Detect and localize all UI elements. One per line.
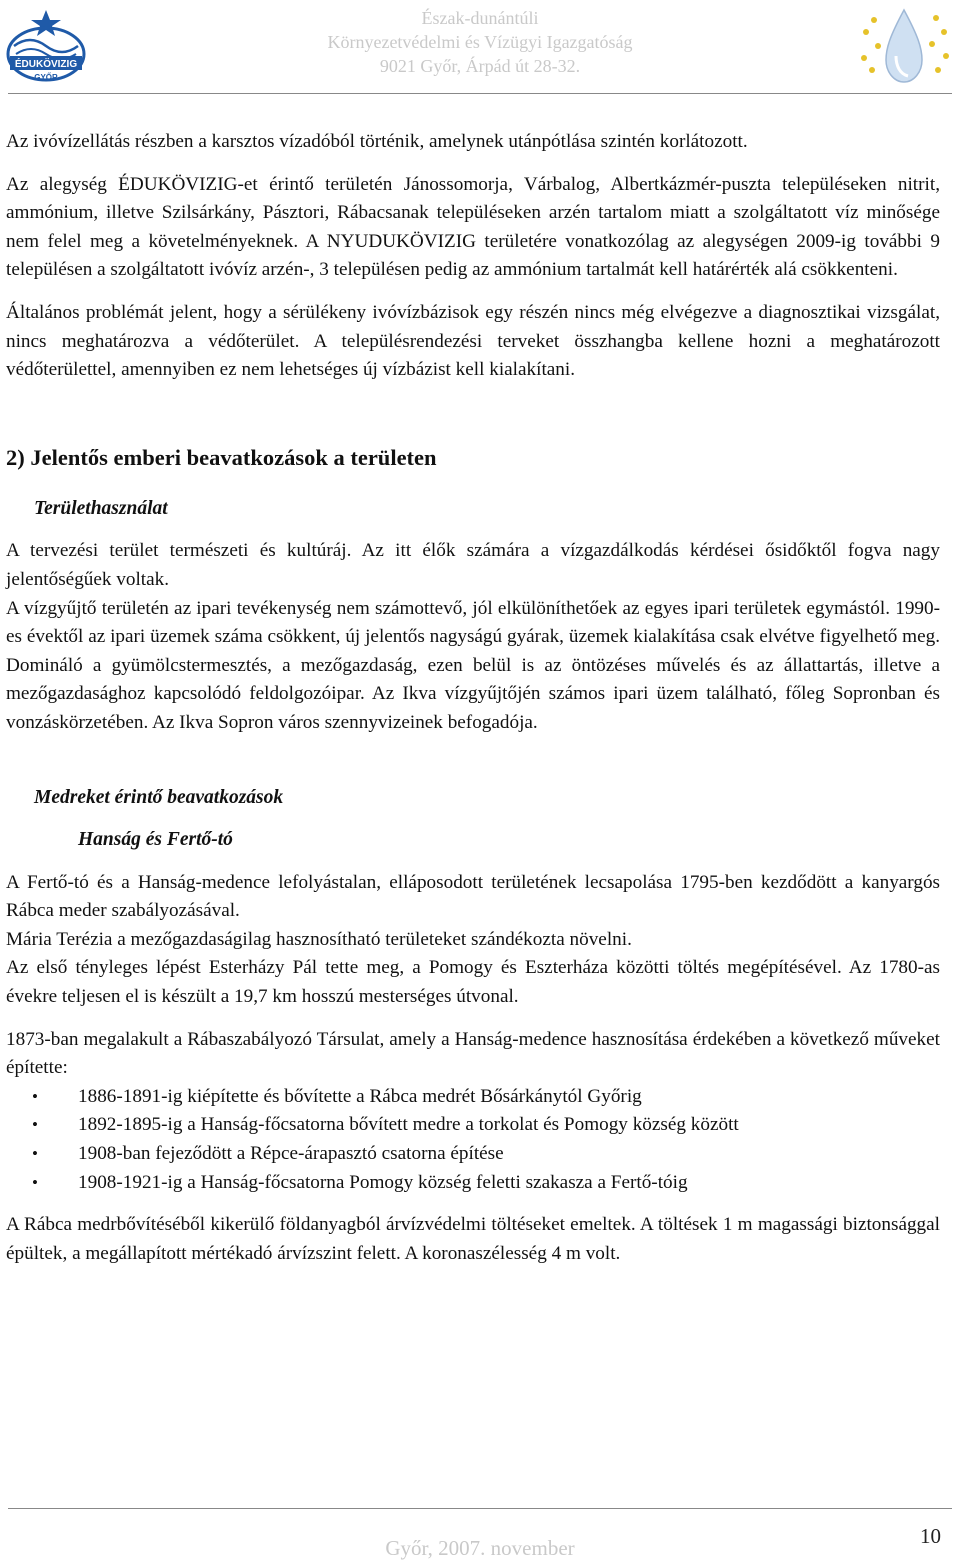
subsection-heading: Területhasználat — [34, 497, 168, 519]
paragraph: Az ivóvízellátás részben a karsztos vízadóból történik, amelynek utánpótlása szintén korlátozott. — [6, 131, 748, 152]
list-item: • 1908-ban fejeződött a Répce-árapasztó csatorna építése — [78, 1140, 940, 1169]
paragraph: A Fertő-tó és a Hanság-medence lefolyástalan, elláposodott területének lecsapolása 1795-ben kezdődött a kanyargós Rábca meder szabályozásával. — [6, 871, 940, 922]
subsubsection-heading: Hanság és Fertő-tó — [78, 829, 233, 851]
list-item: • 1886-1891-ig kiépítette és bővítette a Rábca medrét Bősárkánytól Győrig — [78, 1083, 940, 1112]
organization-name — [0, 6, 960, 78]
paragraph: Általános problémát jelent, hogy a sérülékeny ivóvízbázisok egy részén nincs még elvégezve a diagnosztikai vizsgálat, nincs meghatározva a védőterület. A településrendezési terveket összhangba kellene hozni a meghatározott védőterülettel, amennyiben ez nem lehetséges új vízbázist kell kialakítani. — [6, 301, 940, 381]
logo-city: GYŐR — [34, 73, 58, 82]
paragraph: A Rábca medrbővítéséből kikerülő földanyagból árvízvédelmi töltéseket emeltek. A töltések 1 m magassági biztonsággal épültek, a megállapított mértékadó árvízszint felett. A koronaszélesség 4 m volt. — [6, 1214, 940, 1264]
paragraph: Az első tényleges lépést Esterházy Pál tette meg, a Pomogy és Eszterháza közötti töltés megépítésével. Az 1780-as évekre teljesen el is készült a 19,7 km hosszú mesterséges útvonal. — [6, 957, 940, 1008]
org-line-1: Észak-dunántúli — [421, 8, 539, 28]
page-header — [0, 0, 960, 96]
page-number: 10 — [920, 1524, 941, 1548]
list-item: • 1892-1895-ig a Hanság-főcsatorna bővített medre a torkolat és Pomogy község között — [78, 1111, 940, 1140]
footer-divider — [8, 1508, 952, 1509]
paragraph: A tervezési terület természeti és kultúráj. Az itt élők számára a vízgazdálkodás kérdései ősidőktől fogva nagy jelentőségűek voltak. — [6, 540, 940, 590]
paragraph: Mária Terézia a mezőgazdaságilag hasznosítható területeket szándékozta növelni. — [6, 928, 632, 950]
paragraph: Az alegység ÉDUKÖVIZIG-et érintő területén Jánossomorja, Várbalog, Albertkázmér-puszta településeken nitrit, ammónium, illetve Szilsárkány, Pásztori, Rábacsanak településeken arzén tartalom miatt a szolgáltatott víz minősége nem felel meg a követelményeknek. A NYUDUKÖVIZIG területére vonatkozólag az alegységen 2009-ig további 9 településen a szolgáltatott ivóvíz arzén-, 3 településen pedig az ammónium tartalmát kell határérték alá csökkenteni. — [6, 173, 940, 281]
bullet-list — [6, 1083, 940, 1197]
footer-date: Győr, 2007. november — [385, 1536, 575, 1560]
list-item: • 1908-1921-ig a Hanság-főcsatorna Pomogy község feletti szakasza a Fertő-tóig — [78, 1169, 940, 1198]
logo-wordmark: ÉDUKÖVIZIG — [14, 59, 78, 70]
subsection-heading: Medreket érintő beavatkozások — [34, 786, 284, 808]
org-line-3: 9021 Győr, Árpád út 28-32. — [379, 56, 581, 76]
paragraph: 1873-ban megalakult a Rábaszabályozó Társulat, amely a Hanság-medence hasznosítása érdekében a következő műveket építette: — [6, 1028, 940, 1079]
header-divider — [8, 93, 952, 94]
section-heading: 2) Jelentős emberi beavatkozások a területen — [6, 444, 437, 470]
paragraph: A vízgyűjtő területén az ipari tevékenység nem számottevő, jól elkülöníthetőek az egyes ipari területek egymástól. 1990-es évektől az ipari üzemek száma csökkent, új jelentős nagyságú gyárak, üzemek kialakítása csak elvétve figyelhető meg. Domináló a gyümölcstermesztés, a mezőgazdaság, ezen belül is az öntözéses művelés és az állattartás, illetve a mezőgazdasághoz kapcsolódó feldolgozóipar. Az Ikva vízgyűjtőjén számos ipari üzem található, főleg Sopronban és vonzáskörzetében. Az Ikva Sopron város szennyvizeinek befogadója. — [6, 597, 940, 733]
eu-water-drop-icon — [852, 2, 956, 90]
org-line-2: Környezetvédelmi és Vízügyi Igazgatóság — [327, 32, 633, 52]
document-body — [6, 128, 940, 1268]
